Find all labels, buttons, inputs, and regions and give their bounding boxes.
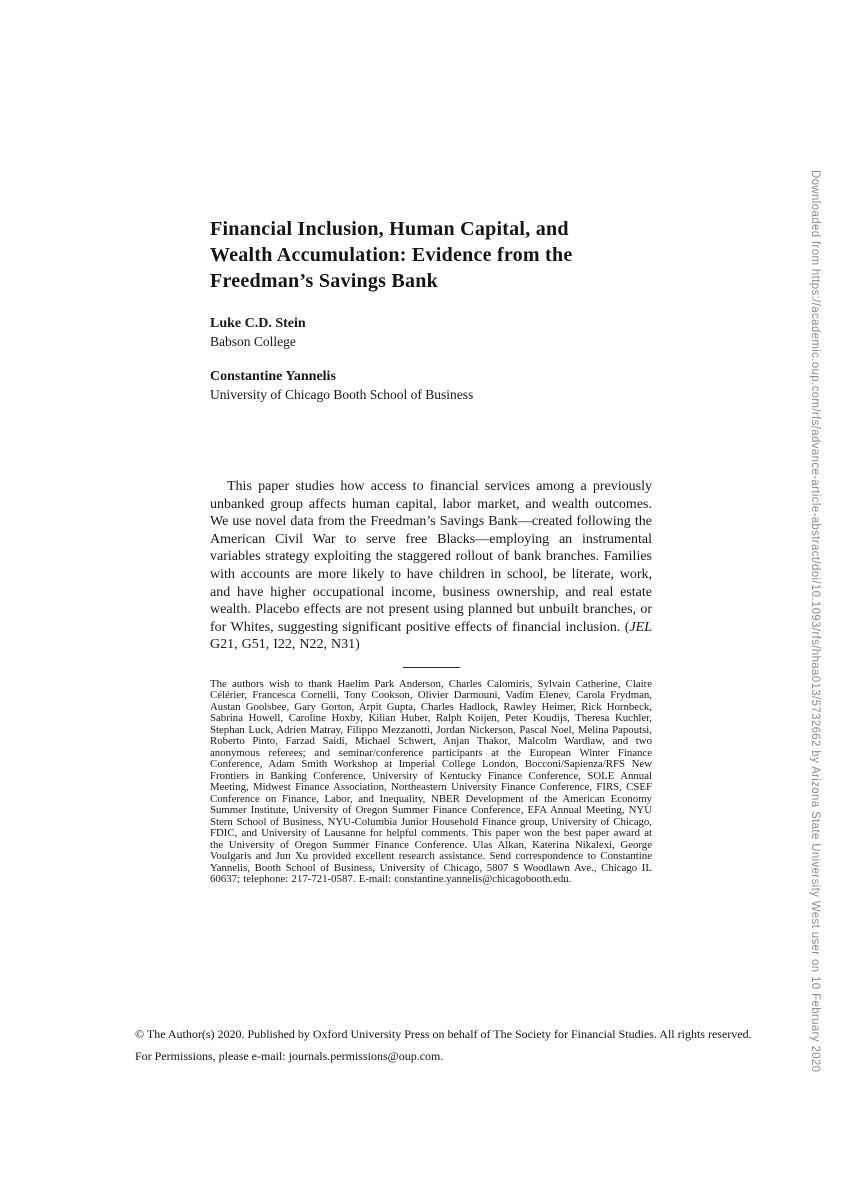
author-name: Constantine Yannelis (210, 369, 336, 384)
author-block (210, 368, 652, 404)
footnote-divider (403, 667, 460, 668)
permissions-line: For Permissions, please e-mail: journals.permissions@oup.com. (135, 1048, 444, 1063)
article-content (210, 216, 652, 886)
author-affiliation: University of Chicago Booth School of Business (210, 387, 474, 402)
author-name: Luke C.D. Stein (210, 316, 306, 331)
jel-label: JEL (629, 619, 652, 635)
paper-title-line: Wealth Accumulation: Evidence from the (210, 244, 573, 266)
author-affiliation: Babson College (210, 334, 296, 349)
paper-title-line: Financial Inclusion, Human Capital, and (210, 218, 569, 240)
paper-title-line: Freedman’s Savings Bank (210, 270, 439, 292)
copyright-footer (135, 1024, 835, 1067)
jel-codes: G21, G51, I22, N22, N31) (210, 637, 360, 653)
paper-title (210, 216, 652, 294)
acknowledgments-footnote: The authors wish to thank Haelim Park Anderson, Charles Calomiris, Sylvain Catherine, Claire Célérier, Francesca Cornelli, Tony Cookson, Olivier Darmouni, Vadim Elenev, Carola Frydman, Austan Goolsbee, Gary Gorton, Arpit Gupta, Charles Hadlock, Rawley Heimer, Rick Hornbeck, Sabrina Howell, Caroline Hoxby, Kilian Huber, Ralph Koijen, Peter Koudijs, Theresa Kuchler, Stephan Luck, Adrien Matray, Filippo Mezzanotti, Jordan Nickerson, Pascal Noel, Melina Papoutsi, Roberto Pinto, Farzad Saidi, Michael Schwert, Anjan Thakor, Malcolm Wardlaw, and two anonymous referees; and seminar/conference participants at the European Winter Finance Conference, Adam Smith Workshop at Imperial College London, Bocconi/Sapienza/RFS New Frontiers in Banking Conference, University of Kentucky Finance Conference, SOLE Annual Meeting, Midwest Finance Association, Northeastern University Finance Conference, FIRS, CSEF Conference on Finance, Labor, and Inequality, NBER Development of the American Economy Summer Institute, University of Oregon Summer Finance Conference, EFA Annual Meeting, NYU Stern School of Business, NYU-Columbia Junior Household Finance group, University of Chicago, FDIC, and University of Lausanne for helpful comments. This paper won the best paper award at the University of Oregon Summer Finance Conference. Ulas Alkan, Katerina Nikalexi, George Voulgaris and Jun Xu provided excellent research assistance. Send correspondence to Constantine Yannelis, Booth School of Business, University of Chicago, 5807 S Woodlawn Ave., Chicago IL 60637; telephone: 217-721-0587. E-mail: constantine.yannelis@chicagobooth.edu. (210, 677, 652, 886)
abstract-text: This paper studies how access to financial services among a previously unbanked group affects human capital, labor market, and wealth outcomes. We use novel data from the Freedman’s Savings Bank—created following the American Civil War to serve free Blacks—employing an instrumental variables strategy exploiting the staggered rollout of bank branches. Families with accounts are more likely to have children in school, be literate, work, and have higher occupational income, business ownership, and real estate wealth. Placebo effects are not present using planned but unbuilt branches, or for Whites, suggesting significant positive effects of financial inclusion. ( (210, 479, 652, 635)
author-block (210, 315, 652, 351)
download-watermark: Downloaded from https://academic.oup.com/rfs/advance-article-abstract/doi/10.1093/rfs/hhaa013/5732662 by Arizona State University West user on 10 February 2020 (809, 170, 821, 1073)
copyright-line: © The Author(s) 2020. Published by Oxford University Press on behalf of The Society for Financial Studies. All rights reserved. (135, 1027, 752, 1041)
abstract-paragraph (210, 478, 652, 654)
author-list (210, 315, 652, 404)
